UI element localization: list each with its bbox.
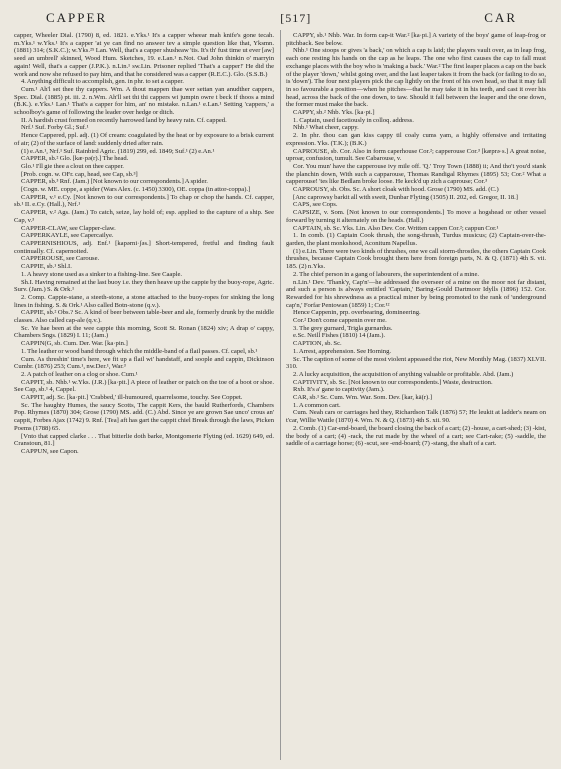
entry-paragraph: CAPPIE, sb.¹ Shl.I. (21, 263, 72, 271)
header-left-word: CAPPER (46, 10, 108, 25)
entry-paragraph: Nrf.¹ Suf. Forby Gl.; Suf.¹ (21, 124, 89, 132)
entry-paragraph: CAPPEROUSE, see Carouse. (21, 255, 100, 263)
entry-paragraph: Rxb. It's a' gane to captivity (Jam.). (293, 386, 385, 394)
entry-paragraph: CAPPER, v.² Ags. (Jam.) To catch, seize, lay hold of; esp. applied to the capture of a ship. See Cap, v.³ (14, 209, 274, 224)
entry-paragraph: (1) e.Lin. There were two kinds of thrushes, one we call storm-throstles, the others Captain Cook thrushes, because Captain Cook brought them here from foreign parts, N. & Q. (1871) 4th S. vii. 185. (2) n.Yks. (286, 247, 546, 271)
entry-paragraph: CAPTIVITY, sb. Sc. [Not known to our correspondents.] Waste, destruction. (293, 378, 493, 386)
entry-paragraph: Hence Cappered, ppl. adj. (1) Of cream: coagulated by the heat or by exposure to a brisk current of air; (2) of the surface of land: suddenly dried after rain. (14, 132, 274, 147)
entry-paragraph: CAPPY, sb.² Nhb. Yks. [ka·pi.] (293, 109, 375, 117)
running-header (14, 10, 547, 28)
entry-paragraph: [Cogn. w. ME. coppe, a spider (Wars Alex. (c. 1450) 3300), OE. coppa (in attor-coppa).] (21, 186, 251, 194)
entry-paragraph: Sc. Ye hae been at the wee cappie this morning, Scott St. Ronan (1824) xiv; A drap o' cappy, Chambers Sngs. (1829) I. 11; (Jam.) (14, 324, 274, 340)
entry-paragraph: 1. A heavy stone used as a sinker to a fishing-line. See Caaple. (21, 270, 183, 278)
entry-paragraph: CAPPY, sb.¹ Nhb. War. In form cap-it War.² [ka·pi.] A variety of the boys' game of leap-frog or pitchback. See below. (286, 32, 546, 47)
entry-paragraph: CAR, sb.¹ Sc. Cum. Wm. War. Som. Dev. [kar, kā(r).] (293, 394, 433, 402)
header-right-word: CAR (484, 10, 517, 25)
entry-paragraph: e.Sc. Neill Fishes (1810) 14 (Jam.). (293, 332, 386, 340)
entry-paragraph: 1. The leather or wood band through which the middle-band of a flail passes. Cf. capel, sb.¹ (21, 347, 258, 355)
entry-paragraph: 1. A common cart. (293, 401, 341, 409)
column-divider (280, 30, 281, 760)
entry-paragraph: Glo.¹ I'll gie thee a clout on thee capper. (21, 162, 124, 170)
entry-paragraph: [Anc caprowsy barkit all with sweit, Dunbar Flyting (1505) II. 202, ed. Gregor, II. 18.] (293, 193, 518, 201)
entry-paragraph: CAPSIZE, v. Som. [Not known to our correspondents.] To move a hogshead or other vessel forward by turning it alternately on the heads. (Hall.) (286, 209, 546, 224)
entry-paragraph: CAPS, see Cops. (293, 201, 338, 209)
page-number: [517] (280, 11, 312, 25)
entry-paragraph: CAPPIT, adj. Sc. [ka·pit.] 'Crabbed,' ill-humoured, quarrelsome, touchy. See Coppet. (21, 394, 243, 402)
entry-paragraph: 1. In comb. (1) Captain Cook thrush, the song-thrush, Turdus musicus; (2) Captain-over-the-garden, the plant monkshood, Aconitum Napellus. (286, 232, 546, 247)
entry-paragraph: Sc. The caption of some of the most violent appeased the riot, New Monthly Mag. (1837) XLVII. 310. (286, 355, 546, 371)
entry-paragraph: CAPPER, v.¹ e.Cy. [Not known to our correspondents.] To chap or chop the hands. Cf. capper, sb.¹ II. e.Cy. (Hall.), Nrf.¹ (14, 193, 274, 209)
entry-paragraph: CAPROUSE, sb. Cor. Also in form caperhouse Cor.²; capperouse Cor.³ [kæprə·s.] A great noise, uproar, confusion, tumult. See Cabarouse, v. (286, 147, 546, 163)
entry-paragraph: CAPPERNISHIOUS, adj. Enf.¹ [kapərni·ʃəs.] Short-tempered, fretful and finding fault continually. Cf. capernoited. (14, 239, 274, 255)
entry-paragraph: Cor. You mun' have the capperouse ivy mile off. 'Q.' Troy Town (1888) ii; And tho't you'd stank the planchin down, With such a capparouse, Thomas Randigal Rhymes (1895) 53; Cor.² What a capperouse! 'tes like Bedlam broke loose. He keck'd up zich a caprouse; Cor.³ (286, 162, 546, 186)
entry-paragraph: 1. Arrest, apprehension. See Horning. (293, 347, 392, 355)
entry-paragraph: 2. Comb. (1) Car-end-board, the board closing the back of a cart; (2) -house, a cart-shed; (3) -kist, the body of a cart; (4) -rack, the rut made by the wheel of a cart; see Cart-rake; (5) -saddle, the saddle of a carriage horse; (6) -scut, see -end-board; (7) -stang, the shaft of a cart. (286, 424, 546, 448)
entry-paragraph: (1) e.An.¹, Nrf.¹ Suf. Rainbird Agric. (1819) 299, ed. 1849; Suf.¹ (2) e.An.¹ (21, 147, 215, 155)
entry-paragraph: CAPPIN(G, sb. Cum. Der. War. [ka·pin.] (21, 340, 128, 348)
left-column (14, 32, 274, 767)
entry-paragraph: CAPPER, sb.² Glo. [kæ·pə(r).] The head. (21, 155, 129, 163)
entry-paragraph: [Vnto that capped clarke . . . That bitterlie doth barke, Montgomerie Flyting (ed. 1629) 649, ed. Cranstoun, 81.] (14, 432, 274, 448)
entry-paragraph: Cum. Neah cars or carriages hed they, Richardson Talk (1876) 57; He leukit at ladder's neam on t'car, Willie Wattle (1870) 4. Wm. N. & Q. (1873) 4th S. xii. 90. (286, 409, 546, 425)
entry-paragraph: CAPPIE, sb.² Obs.? Sc. A kind of beer between table-beer and ale, formerly drunk by the middle classes. Also called cap-ale (q.v.). (14, 309, 274, 325)
entry-paragraph: 2. A patch of leather on a clog or shoe. Cum.¹ (21, 370, 138, 378)
entry-paragraph: CAPPER, sb.³ Rnf. (Jam.) [Not known to our correspondents.] A spider. (21, 178, 208, 186)
entry-paragraph: 2. The chief person in a gang of labourers, the superintendent of a mine. (293, 270, 480, 278)
entry-paragraph: 4. Anything difficult to accomplish, gen. in phr. to set a capper. (21, 78, 184, 86)
entry-paragraph: Nhb.¹ One stoops or gives 'a back,' on which a cap is laid; the players vault over, as in leap frog, each one resting his hands on the cap as he leaps. The one who first causes the cap to fall must exchange places with the boy who is 'making a back.' War.² The first leaper places a cap on the back of the player 'down,' whilst going over, and the last leaper takes it from the back (or failing to do so, is 'down'). The four next players pick the cap lightly on the front of his own head, so that it may fall in so favourable a position—when he pitches—that he may take it in his teeth, and cast it over his head, across the back of the one down, to taw. Should it fall between the leaper and the one down, the former must make the back. (286, 47, 546, 109)
entry-paragraph: CAPROUSY, sb. Obs. Sc. A short cloak with hood. Grose (1790) MS. add. (C.) (293, 186, 499, 194)
entry-paragraph: Cor.² Don't come cappenin over me. (293, 317, 387, 325)
entry-paragraph: Nhb.¹ What cheer, cappy. (293, 124, 359, 132)
right-column (286, 32, 546, 767)
entry-paragraph: CAPPUN, see Capon. (21, 447, 79, 455)
entry-paragraph: n.Lin.¹ Dev. 'Thank'y, Cap'n'—he addressed the overseer of a mine on the moor not far distant, and such a person is always entitled 'Captain,' Baring-Gould Dartmoor Idylls (1896) 152. Cor. Rewarded for his shrewdness as a practical miner by being promoted to the rank of 'underground cap'n,' Forfar Pentowan (1859) 1; Cor.¹² (286, 278, 546, 309)
entry-paragraph: 2. In phr. thou can gan kiss cappy til coaly cums yam, a highly offensive and irritating expression. Yks. (T.K.); (B.K.) (286, 132, 546, 147)
entry-paragraph: Cum. As threshin' time's here, we fit up a flail wi' handstaff, and soople and cappin, Dickinson Cumbr. (1876) 253; Cum.¹, nw.Der.¹, War.³ (14, 355, 274, 371)
entry-paragraph: CAPPIT, sb. Nhb.¹ w.Yks. (J.R.) [ka·pit.] A piece of leather or patch on the toe of a boot or shoe. See Cap, sb.¹ 4, Cappel. (14, 378, 274, 394)
entry-paragraph: II. A hardish crust formed on recently harrowed land by heavy rain. Cf. capped. (21, 116, 227, 124)
entry-paragraph: CAPPERKAYLE, see Capercailye. (21, 232, 114, 240)
entry-paragraph: Hence Cappenin, prp. overbearing, domineering. (293, 309, 421, 317)
entry-paragraph: CAPTION, sb. Sc. (293, 340, 342, 348)
entry-paragraph: capper, Wheeler Dial. (1790) 8, ed. 1821. e.Yks.¹ It's a capper wheear mah knife's gone tecah. m.Yks.¹ w.Yks.¹ It's a capper 'at ye can find no answer tev a simple question like that, Yksmn. (1881) 314; (S.K.C.); w.Yks.²⁵ Lan. Well, that's a capper shusheaw 'tis. It's th' fust time ut ever [aw] seed an umbrell' skinned, Wood Hum. Sketches, 19. e.Lan.¹ n.Not. Oad John thinkin o' marryin again! Well, that's a capper (J.P.K.). n.Lin.¹ sw.Lin. Prisoner replied 'That's a capper!' He did the work and now she refused to pay him, and that he considered was a capper (R.E.C.). Glo. (S.S.B.) (14, 32, 274, 78)
entry-paragraph: [Prob. cogn. w. OFr. cap, head, see Cap, sb.³] (21, 170, 138, 178)
entry-paragraph: 2. Comp. Cappie-stane, a steeth-stone, a stone attached to the buoy-ropes for sinking the long lines in fishing. S. & Ork.¹ Also called Botn-stone (q.v.). (14, 293, 274, 309)
entry-paragraph: 1. Captain, used facetiously in colloq. address. (293, 116, 414, 124)
entry-paragraph: CAPPER-CLAW, see Clapper-claw. (21, 224, 116, 232)
entry-paragraph: 3. The grey gurnard, Trigla gurnardus. (293, 324, 393, 332)
entry-paragraph: Cum.¹ Ah'l set thee thy cappers. Wm. A thout mappen thae wer settan yan anudther cappers, Spec. Dial. (1885) pt. iii. 2. n.Wm. Ah'll set thi thi cappers wi jumpin owre t beck if thoos a mind (B.K.). e.Yks.¹ Lan.¹ That's a capper for him, an' no mistake. n.Lan.¹ e.Lan.¹ Setting 'cappers,' a schoolboy's game of following the leader over hedge or ditch. (14, 85, 274, 117)
entry-paragraph: Sc. The haughty Humes, the saucy Scotts, The cappit Kers, the bauld Rutherfords, Chambers Pop. Rhymes (1870) 304; Grose (1790) MS. add. (C.) Abd. Since ye are grown Sae unco' crous an' cappit, Forbes Ajax (1742) 9. Rnf. [Tea] aft has gart the cappit chiel Break through the laws, Picken Poems (1788) 65. (14, 401, 274, 432)
entry-paragraph: CAPTAIN, sb. Sc. Yks. Lin. Also Dev. Cor. Written cappen Cor.²; cappun Cor.¹ (293, 224, 499, 232)
entry-paragraph: 2. A lucky acquisition, the acquisition of anything valuable or profitable. Abd. (Jam.) (293, 370, 514, 378)
entry-paragraph: Sh.I. Having remained at the last buoy i.e. they then heave up the cappie by the buoy-rope, Agric. Surv. (Jam.) S. & Ork.¹ (14, 278, 274, 294)
